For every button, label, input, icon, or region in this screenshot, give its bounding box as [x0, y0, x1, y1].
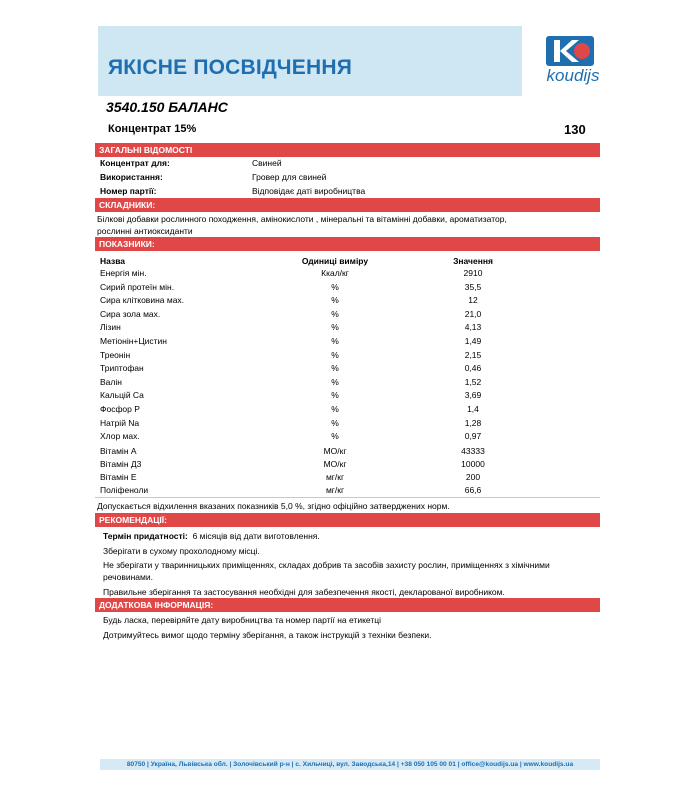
indicator-unit: %: [331, 404, 339, 414]
logo-text: koudijs: [546, 66, 600, 85]
usage-value: Гровер для свиней: [252, 172, 327, 182]
indicators-heading: ПОКАЗНИКИ:: [95, 237, 600, 251]
indicator-name: Вітамін Д3: [100, 459, 142, 469]
document-title: ЯКІСНЕ ПОСВІДЧЕННЯ: [108, 56, 352, 79]
indicator-unit: %: [331, 282, 339, 292]
indicator-value: 43333: [461, 446, 485, 456]
title-banner: [98, 26, 522, 96]
additional-line-2: Дотримуйтесь вимог щодо терміну зберігання, а також інструкцій з техніки безпеки.: [103, 630, 432, 640]
quality-note-line: Правильне зберігання та застосування необхідні для забезпечення якості, декларованої виробником.: [103, 587, 505, 597]
indicator-unit: %: [331, 390, 339, 400]
indicator-unit: %: [331, 431, 339, 441]
indicator-name: Сира клітковина мах.: [100, 295, 185, 305]
table-divider: [95, 497, 600, 498]
indicator-unit: %: [331, 350, 339, 360]
indicator-value: 10000: [461, 459, 485, 469]
product-number: 130: [564, 122, 586, 137]
indicator-name: Треонін: [100, 350, 131, 360]
indicator-value: 1,4: [467, 404, 479, 414]
storage-line: Зберігати в сухому прохолодному місці.: [103, 546, 260, 556]
indicator-unit: МО/кг: [323, 446, 347, 456]
indicator-value: 12: [468, 295, 478, 305]
indicator-name: Метіонін+Цистин: [100, 336, 167, 346]
indicator-unit: %: [331, 295, 339, 305]
indicator-name: Кальцій Ca: [100, 390, 144, 400]
general-heading: ЗАГАЛЬНІ ВІДОМОСТІ: [95, 143, 600, 157]
indicator-value: 4,13: [464, 322, 482, 332]
indicator-name: Фосфор P: [100, 404, 140, 414]
ingredients-heading: СКЛАДНИКИ:: [95, 198, 600, 212]
batch-label: Номер партії:: [100, 186, 157, 196]
indicator-name: Енергія мін.: [100, 268, 147, 278]
column-value-header: Значення: [453, 256, 493, 266]
indicator-name: Сира зола мах.: [100, 309, 161, 319]
additional-line-1: Будь ласка, перевіряйте дату виробництва та номер партії на етикетці: [103, 615, 381, 625]
feed-for-label: Концентрат для:: [100, 158, 170, 168]
column-unit-header: Одиниці виміру: [301, 256, 369, 266]
ingredients-line-2: рослинні антиоксиданти: [97, 226, 193, 236]
batch-value: Відповідає даті виробництва: [252, 186, 366, 196]
additional-heading: ДОДАТКОВА ІНФОРМАЦІЯ:: [95, 598, 600, 612]
indicator-name: Натрій Na: [100, 418, 140, 428]
tolerance-note: Допускається відхилення вказаних показників 5,0 %, згідно офіційно затверджених норм.: [97, 501, 450, 511]
indicator-value: 0,97: [464, 431, 482, 441]
indicator-unit: мг/кг: [325, 472, 345, 482]
indicator-value: 21,0: [464, 309, 482, 319]
indicator-unit: МО/кг: [323, 459, 347, 469]
indicator-value: 1,49: [464, 336, 482, 346]
indicator-unit: %: [331, 363, 339, 373]
indicator-value: 0,46: [464, 363, 482, 373]
indicator-unit: %: [331, 377, 339, 387]
indicator-value: 2,15: [464, 350, 482, 360]
indicator-value: 1,28: [464, 418, 482, 428]
usage-label: Використання:: [100, 172, 163, 182]
indicator-value: 35,5: [464, 282, 482, 292]
recommendations-heading: РЕКОМЕНДАЦІЇ:: [95, 513, 600, 527]
indicator-unit: %: [331, 336, 339, 346]
indicator-unit: %: [331, 418, 339, 428]
indicator-value: 1,52: [464, 377, 482, 387]
indicator-name: Сирий протеїн мін.: [100, 282, 175, 292]
shelf-life-label: Термін придатності:: [103, 531, 188, 541]
indicator-name: Валін: [100, 377, 122, 387]
indicator-name: Вітамін A: [100, 446, 137, 456]
indicator-name: Вітамін E: [100, 472, 137, 482]
indicator-unit: %: [331, 322, 339, 332]
indicator-value: 66,6: [464, 485, 482, 495]
shelf-life-line: [103, 531, 320, 541]
ingredients-line-1: Білкові добавки рослинного походження, амінокислоти , мінеральні та вітамінні добавки, ароматизатор,: [97, 214, 507, 224]
product-code: 3540.150 БАЛАНС: [106, 99, 228, 115]
footer-contacts: 80750 | Україна, Львівська обл. | Золочівський р-н | с. Хильчиці, вул. Заводська,14 | +38 050 105 00 01 | office@koudijs.ua | www.koudijs.ua: [126, 761, 574, 768]
indicator-value: 2910: [463, 268, 483, 278]
indicator-name: Хлор мах.: [100, 431, 140, 441]
feed-for-value: Свиней: [252, 158, 282, 168]
storage-warning-line-1: Не зберігати у тваринницьких приміщеннях, складах добрив та засобів захисту рослин, приміщеннях з хімічними: [103, 560, 550, 570]
column-name-header: Назва: [100, 256, 126, 266]
shelf-life-value: 6 місяців від дати виготовлення.: [192, 531, 320, 541]
koudijs-logo: [538, 36, 608, 92]
storage-warning-line-2: речовинами.: [103, 572, 153, 582]
product-name: Концентрат 15%: [108, 123, 197, 135]
indicator-unit: мг/кг: [325, 485, 345, 495]
indicator-name: Лізин: [100, 322, 121, 332]
indicator-name: Поліфеноли: [100, 485, 149, 495]
indicator-value: 200: [465, 472, 481, 482]
indicator-unit: %: [331, 309, 339, 319]
indicator-name: Триптофан: [100, 363, 144, 373]
indicator-unit: Ккал/кг: [321, 268, 349, 278]
indicator-value: 3,69: [464, 390, 482, 400]
koudijs-logo-icon: [546, 36, 596, 66]
